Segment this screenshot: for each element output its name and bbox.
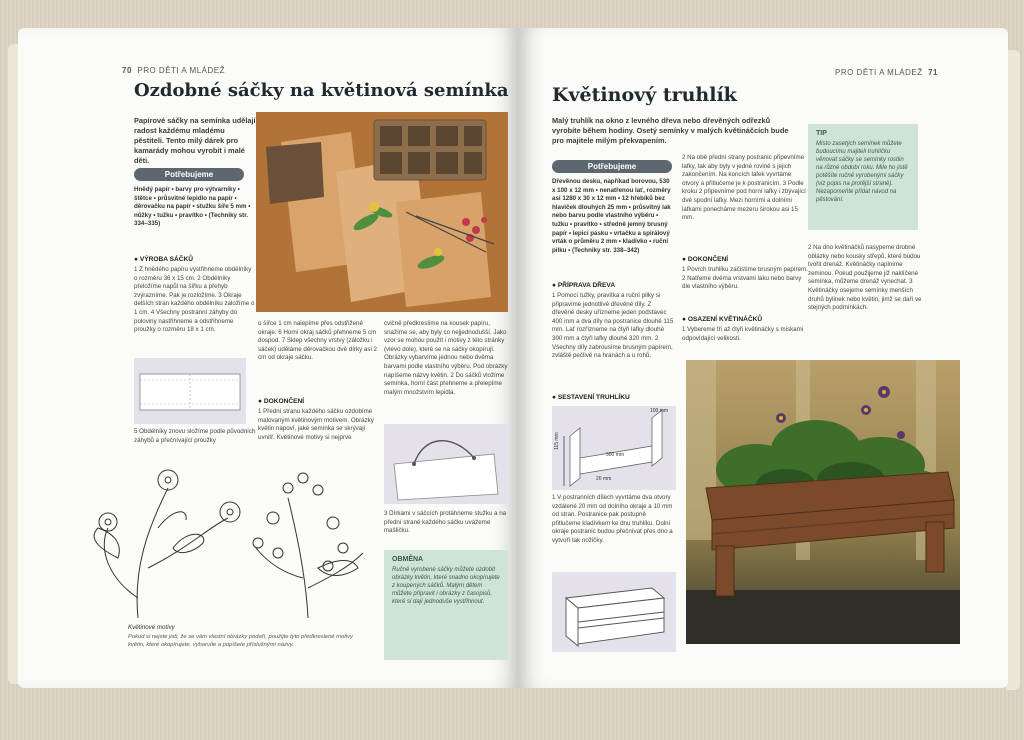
- left-page-title: Ozdobné sáčky na květinová semínka: [134, 80, 509, 101]
- seed-packets-photo: [256, 112, 508, 312]
- left-step1-heading-text: VÝROBA SÁČKŮ: [139, 256, 194, 263]
- right-step2-heading-text: SESTAVENÍ TRUHLÍKU: [557, 394, 630, 401]
- left-page-number: 70: [122, 66, 132, 75]
- right-page-number: 71: [928, 68, 938, 77]
- right-step4-heading-text: OSAZENÍ KVĚTINÁČKŮ: [687, 316, 763, 323]
- left-column3-text2: 3 Dírkami v sáčcích protáhneme stužku a na přední straně každého sáčku uvážeme mašličku.: [384, 510, 507, 535]
- ribbon-threading-diagram: [384, 424, 508, 504]
- left-step5-text: 5 Obdélníky znovu složíme podle původních záhybů a přečnívající proužky: [134, 428, 256, 444]
- right-column2-text: 2 Na obě přední strany postranic připevníme lafky, tak aby byly v jedné rovině s jejich zakončením. Na koncích lafek vyvrtáme otvory a přitlučeme je k postranicím. 3 Podle kroku 2 připevníme pod horní lafky i zbývající dvě spodní lafky. Mezi horními a dolními lafkami ponecháme mezeru širokou asi 15 mm.: [682, 154, 806, 222]
- right-step2-text: 1 V postranních dílech vyvrtáme dva otvory vzdálené 20 mm od dolního okraje a 10 mm od stran. Postranice pak postupně přitlučeme kladívkem ke dnu truhlíku. Dolní okraje postranic budou přečnívat přes dno a vytvoří tak nožičky.: [552, 494, 673, 544]
- right-lead-text: Malý truhlík na okno z levného dřeva nebo dřevěných odřezků vyrobíte během hodiny. Osetý semínky v malých květináčcích bude pro majitele milým překvapením.: [552, 116, 789, 145]
- right-running-head: [835, 68, 938, 77]
- right-step3-heading: ● DOKONČENÍ: [682, 256, 729, 263]
- tip-heading: TIP: [816, 130, 827, 137]
- right-step4-heading: ● OSAZENÍ KVĚTINÁČKŮ: [682, 316, 763, 323]
- left-page: [18, 28, 518, 688]
- right-page: [518, 28, 1008, 688]
- tip-box: [808, 124, 918, 230]
- motifs-caption: Pokud si nejste jisti, že se vám vlastní obrázky podaří, použijte tyto předkreslené motivy květin, které okopírujete, vybarvíte a popíšete příslušnými názvy.: [128, 634, 353, 648]
- variation-heading: OBMĚNA: [392, 556, 424, 563]
- left-needs-heading: Potřebujeme: [134, 168, 244, 181]
- tip-text: Místo zasetých semínek můžete budoucímu majiteli truhlíčku věnovat sáčky se semínky rostlin na různé období roku. Mile ho jistě potěšíte ručně vyrobenými sáčky (viz popis na protější straně). Nezapomeňte přidat návod na pěstování.: [816, 141, 908, 203]
- motifs-caption-title: Květinové motivy: [128, 624, 175, 631]
- left-step1-heading: ● VÝROBA SÁČKŮ: [134, 256, 194, 263]
- left-section-name: PRO DĚTI A MLÁDEŽ: [137, 66, 225, 75]
- open-book: [18, 28, 1008, 696]
- box-assembly-diagram: [552, 406, 676, 490]
- right-step1-text: 1 Pomocí tužky, pravítka a ruční pilky si připravíme jednotlivé dřevěné díly. Z dřevěné desky uřízneme jeden podstavec 400 mm a dva díly na postranice dlouhé 115 mm. Lať rozřízneme na čtyři lafky dlouhé 300 mm a čtyři lafky dlouhé 320 mm. 2 Všechny díly zabrousíme brusným papírem, zvláště pečlivě na hranách a u rohů.: [552, 292, 674, 360]
- right-step3-heading-text: DOKONČENÍ: [687, 256, 729, 263]
- left-lead-text: Papírové sáčky na semínka udělají radost každému mladému pěstiteli. Tento milý dárek pro kamarády mohou vyrobit i malé děti.: [134, 116, 256, 165]
- right-page-title: Květinový truhlík: [552, 84, 737, 106]
- left-needs-list: Hnědý papír • barvy pro výtvarníky • štětce • průsvitné lepidlo na papír • děrovačku na papír • stužku šíře 5 mm • nůžky • tužku • pravítko • (Techniky str. 334–335): [134, 186, 251, 228]
- left-step2-text: 1 Přední stranu každého sáčku ozdobíme malovaným květinovým motivem. Obrázky květin napoví, jaké semínka se skrývají uvnitř. Květinové motivy si nejprve: [258, 408, 374, 441]
- dimension-115mm: 115 mm: [554, 432, 560, 450]
- left-column3-text: cvičně předkreslíme na kousek papíru, snažíme se, aby byly co nejjednodušší. Jako vzor se mohou použít i motivy z této stránky (vlevo dole), které se na sáčky okopírují. Obrázky vybarvíme jednou nebo dvěma barvami podle vlastního výběru. Pod obrázky napíšeme názvy květin. 2 Do sáčků vložíme semínka, horní část přehneme a přelepíme malým množstvím lepidla.: [384, 320, 508, 396]
- right-needs-list: Dřevěnou desku, napříkad borovou, 530 x 100 x 12 mm • nenatřenou lať, rozměry asi 1280 x 30 x 12 mm • 12 hřebíků bez hlaviček dlouhých 25 mm • průsvitný lak nebo barvu podle vlastního výběru • tužku • pravítko • středně jemný brusný papír • lepicí pásku • vrtačku a spirálový vrták o průměru 2 mm • kladívko • ruční pilku • (Techniky str. 338–342): [552, 178, 671, 254]
- flower-box-photo: [686, 360, 960, 644]
- right-section-name: PRO DĚTI A MLÁDEŽ: [835, 68, 923, 77]
- right-step1-heading-text: PŘÍPRAVA DŘEVA: [557, 282, 616, 289]
- bag-fold-diagram: [134, 358, 246, 424]
- left-step2-heading: ● DOKONČENÍ: [258, 398, 305, 405]
- variation-box: [384, 550, 508, 660]
- flower-motifs-drawing: [78, 448, 378, 628]
- right-needs-heading: Potřebujeme: [552, 160, 672, 173]
- dimension-300mm: 300 mm: [606, 452, 625, 458]
- right-step4-text: 1 Vybereme tři až čtyři květináčky s miskami odpovídající velikosti.: [682, 326, 804, 342]
- left-step2-heading-text: DOKONČENÍ: [263, 398, 305, 405]
- dimension-100mm: 100 mm: [650, 408, 669, 414]
- page-edges-right: [1006, 50, 1020, 690]
- left-step1-text: 1 Z hnědého papíru vystřihneme obdélníky o rozměru 36 x 15 cm. 2 Obdélníky přeložíme napůl na šířku a přehyb zvýrazníme. Pak je rozložíme. 3 Okraje delších stran každého obdélníku založíme o 1 cm. 4 Všechny postranní záhyby do poloviny nastřihneme a odstřihneme proužky o rozměru 18 x 1 cm.: [134, 266, 255, 334]
- left-column2-text: o šířce 1 cm nalepíme přes odstřižené okraje. 6 Horní okraj sáčků přehneme 5 cm dospod. 7 Sklep všechny vrstvy (záložku i sáček) uděláme děrovačkou dvě dírky asi 2 cm od okraje sáčku.: [258, 320, 377, 362]
- right-column3-text: 2 Na dno květináčků nasypeme drobné oblázky nebo kousky střepů, které budou tvořit drenáž. Květináčky naplníme zeminou. Pokud použijeme již naklíčené semínka, můžeme drenáž vynechat. 3 Květináčky osejeme semínky menších druhů bylinek nebo květin, jimž se daří ve stejných podmínkách.: [808, 244, 922, 312]
- dimension-20mm: 20 mm: [596, 476, 612, 482]
- finished-box-diagram: [552, 572, 676, 652]
- left-running-head: [122, 66, 225, 75]
- right-step2-heading: ● SESTAVENÍ TRUHLÍKU: [552, 394, 630, 401]
- variation-text: Ručně vyrobené sáčky můžete ozdobit obrázky květin, které snadno okopírujete z koupených sáčků. Malým dětem můžete připravit i obrázky z časopisů, které si dají jednoduše vystřihnout.: [392, 567, 500, 605]
- right-step1-heading: ● PŘÍPRAVA DŘEVA: [552, 282, 616, 289]
- right-step3-text: 1 Povrch truhlíku začistíme brusným papírem. 2 Natřeme dvěma vrstvami laku nebo barvy dle vlastního výběru.: [682, 266, 808, 291]
